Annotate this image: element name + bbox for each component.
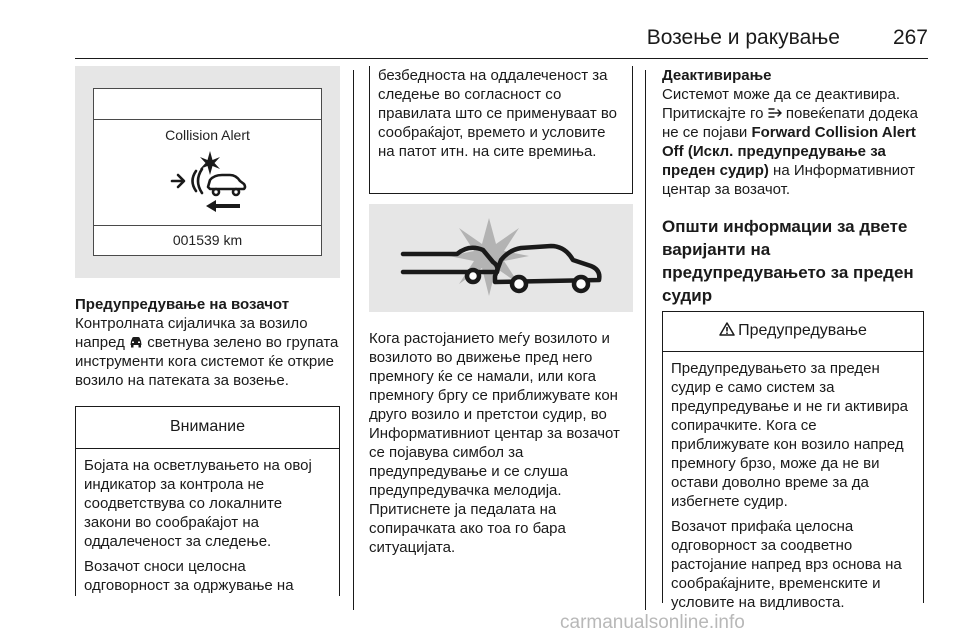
body-paragraph: Кога растојанието меѓу возилото и возилото во движење пред него премногу ќе се намали, или кога премногу бргу се приближувате кон друго возило и претстои судир, во Информативниот центар за возачот се појавува симбол за предупредување и се слуша предупредувачка мелодија. Притиснете ја педалата на сопирачката ако тоа го бара ситуацијата. <box>369 330 620 556</box>
section-heading: Предупредување на возачот <box>75 296 290 313</box>
sub-heading: Општи информации за двете варијанти на предупредувањето за преден судир <box>662 217 914 305</box>
notice-paragraph: безбедноста на оддалеченост за следење во согласност со правилата што се применуваат во сообраќајот, времето и условите на патот итн. на сите времиња. <box>378 67 618 160</box>
display-message-text: Forward Collision Alert Off (Искл. предупредување за преден судир) <box>662 124 916 179</box>
collision-cars-icon <box>369 204 633 312</box>
notice-body <box>76 449 339 595</box>
paragraph-text: Контролната сијаличка за возило напред <box>75 315 308 351</box>
warning-title: Предупредување <box>738 322 867 339</box>
warning-body <box>663 352 923 612</box>
page-number: 267 <box>892 26 928 49</box>
column-3 <box>662 66 924 611</box>
warning-paragraph: Возачот прифаќа целосна одговорност за соодветно растојание напред врз основа на сообраќајните, временските и условите на видливоста. <box>671 518 902 611</box>
display-title: Collision Alert <box>165 127 250 143</box>
notice-paragraph: Возачот сноси целосна одговорност за одржување на <box>84 558 294 594</box>
notice-box-continued <box>369 66 633 194</box>
instrument-display <box>93 88 322 256</box>
warning-triangle-icon <box>719 322 735 336</box>
collision-alert-figure <box>75 66 340 278</box>
warning-title-bar <box>663 312 923 352</box>
running-title: Возење и ракување <box>646 26 840 49</box>
paragraph-text: повеќепати додека не се појави <box>662 105 919 141</box>
section-heading: Деактивирање <box>662 67 772 84</box>
notice-paragraph: Бојата на осветлувањето на овој индикатор за контрола не соодветствува со локалните закони во сообраќајот на оддалеченост за следење. <box>84 457 312 550</box>
header-rule <box>75 58 928 59</box>
notice-box <box>75 406 340 596</box>
paragraph-text: на Информативниот центар за возачот. <box>662 162 916 198</box>
notice-title: Внимание <box>76 407 339 449</box>
odometer-readout: 001539 km <box>172 232 243 248</box>
collision-alert-symbol-icon <box>164 151 254 217</box>
collision-figure <box>369 204 633 312</box>
display-divider <box>94 225 321 226</box>
car-ahead-icon <box>129 336 143 348</box>
column-rule <box>645 70 646 610</box>
body-paragraph <box>75 314 340 390</box>
paragraph-text: Системот може да се деактивира. Притискајте го <box>662 86 901 122</box>
display-divider <box>94 119 321 120</box>
column-2 <box>369 66 633 557</box>
column-rule <box>353 70 354 610</box>
warning-paragraph: Предупредувањето за преден судир е само систем за предупредување и не ги активира сопирачките. Кога се приближувате кон возило напред премногу брзо, може да не ви остави доволно време за да избегнете судир. <box>671 360 909 510</box>
paragraph-text: светнува зелено во групата инструменти кога системот ќе открие возило на патеката за возење. <box>75 334 339 389</box>
gap-button-icon <box>768 107 782 119</box>
body-paragraph <box>662 85 924 199</box>
warning-box <box>662 311 924 611</box>
column-1 <box>75 66 340 596</box>
watermark: carmanualsonline.info <box>560 612 745 633</box>
